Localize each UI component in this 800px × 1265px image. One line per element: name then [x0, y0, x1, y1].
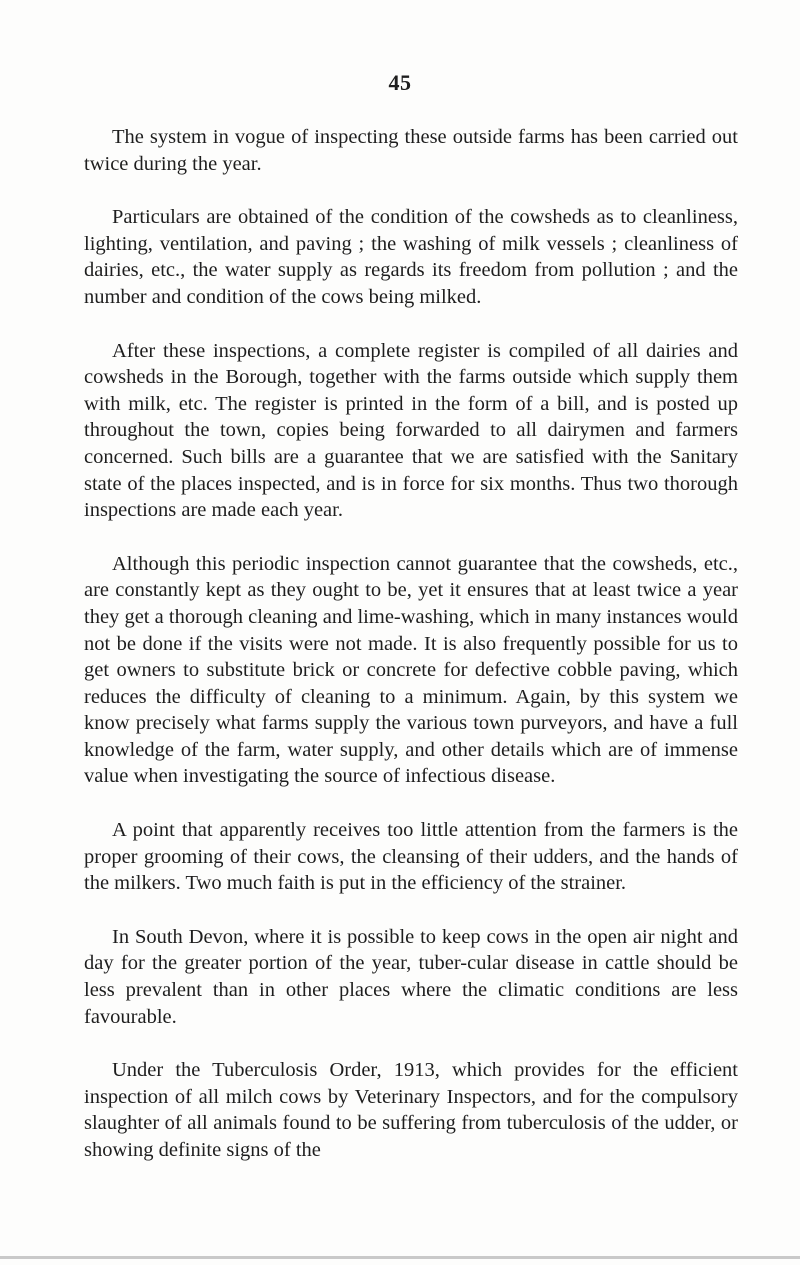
paragraph-south-devon: In South Devon, where it is possible to keep cows in the open air night and day for the greater portion of the year, tuber-cular disease in cattle should be less prevalent than in other places where the climatic conditions are less favourable. [84, 925, 738, 1028]
page-number: 45 [388, 70, 412, 95]
paragraph-grooming: A point that apparently receives too little attention from the farmers is the proper grooming of their cows, the cleansing of their udders, and the hands of the milkers. Two much faith is put in the efficiency of the strainer. [84, 819, 738, 895]
body-text [84, 124, 738, 1191]
paragraph-inspection-system: The system in vogue of inspecting these outside farms has been carried out twice during the year. [84, 126, 738, 175]
paragraph-tuberculosis-order: Under the Tuberculosis Order, 1913, which provides for the efficient inspection of all milch cows by Veterinary Inspectors, and for the compulsory slaughter of all animals found to be suffering from tuberculosis of the udder, or showing definite signs of the [84, 1059, 738, 1161]
paragraph-periodic-inspection: Although this periodic inspection cannot guarantee that the cowsheds, etc., are constantly kept as they ought to be, yet it ensures that at least twice a year they get a thorough cleaning and lime-washing, which in many instances would not be done if the visits were not made. It is also frequently possible for us to get owners to substitute brick or concrete for defective cobble paving, which reduces the difficulty of cleaning to a minimum. Again, by this system we know precisely what farms supply the various town purveyors, and have a full knowledge of the farm, water supply, and other details which are of immense value when investigating the source of infectious disease. [84, 552, 738, 788]
page-edge-divider [0, 1256, 800, 1259]
paragraph-register: After these inspections, a complete register is compiled of all dairies and cowsheds in the Borough, together with the farms outside which supply them with milk, etc. The register is printed in the form of a bill, and is posted up throughout the town, copies being forwarded to all dairymen and farmers concerned. Such bills are a guarantee that we are satisfied with the Sanitary state of the places inspected, and is in force for six months. Thus two thorough inspections are made each year. [84, 339, 738, 522]
paragraph-particulars: Particulars are obtained of the condition of the cowsheds as to cleanliness, lighting, ventilation, and paving ; the washing of milk vessels ; cleanliness of dairies, etc., the water supply as regards its freedom from pollution ; and the number and condition of the cows being milked. [84, 206, 738, 308]
